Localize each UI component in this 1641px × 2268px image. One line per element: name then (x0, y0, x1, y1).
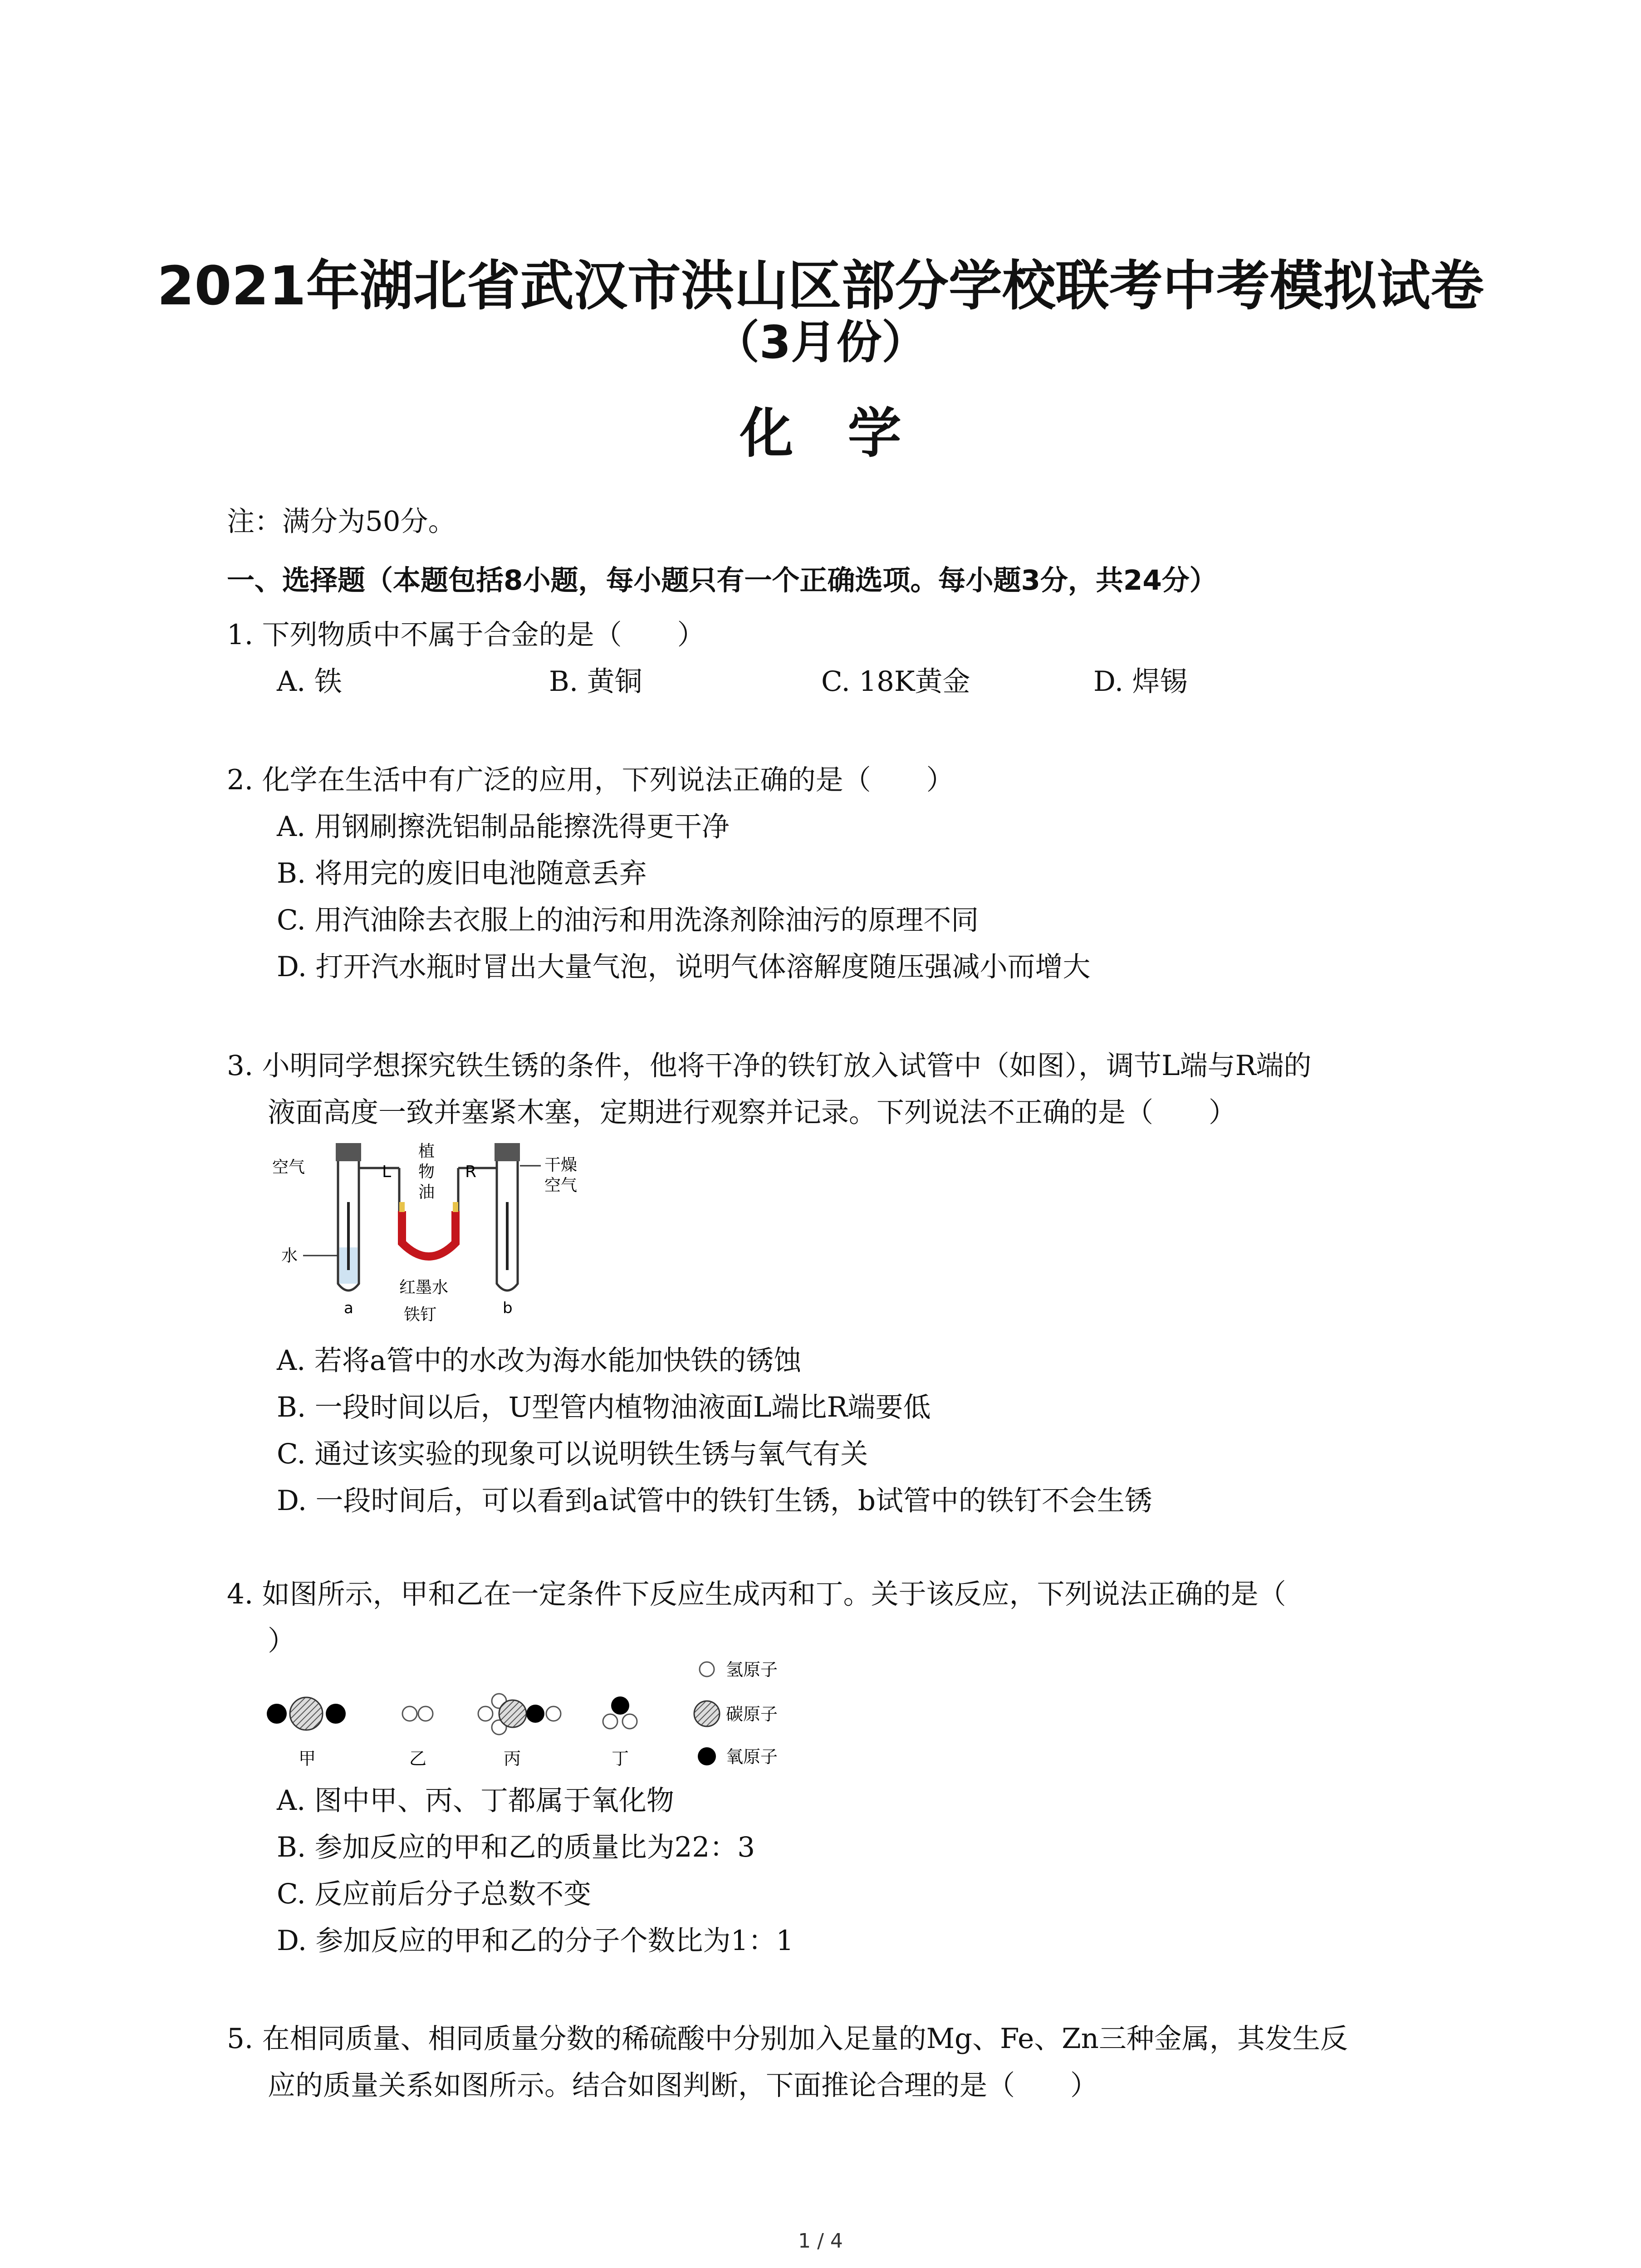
molecule-jia (267, 1697, 346, 1730)
question-2-option-c: C. 用汽油除去衣服上的油污和用洗涤剂除油污的原理不同 (277, 904, 979, 936)
label-bing: 丙 (504, 1749, 521, 1769)
oxygen-atom-icon (698, 1747, 716, 1765)
label-ding: 丁 (612, 1749, 629, 1769)
legend-oxygen: 氧原子 (726, 1747, 778, 1767)
molecule-ding (603, 1696, 637, 1729)
question-4-option-c: C. 反应前后分子总数不变 (277, 1878, 592, 1910)
question-3-option-d: D. 一段时间后，可以看到a试管中的铁钉生锈，b试管中的铁钉不会生锈 (277, 1485, 1152, 1517)
label-R: R (465, 1163, 477, 1181)
label-oil-3: 油 (418, 1183, 435, 1202)
iron-rust-apparatus-diagram (263, 1134, 608, 1334)
label-yi: 乙 (409, 1749, 427, 1769)
exam-title: 2021年湖北省武汉市洪山区部分学校联考中考模拟试卷 (157, 254, 1484, 317)
carbon-atom-icon (694, 1701, 720, 1726)
question-3-stem-line1: 3. 小明同学想探究铁生锈的条件，他将干净的铁钉放入试管中（如图），调节L端与R端的 (227, 1050, 1312, 1082)
legend-carbon: 碳原子 (726, 1704, 778, 1724)
question-4-stem-line1: 4. 如图所示，甲和乙在一定条件下反应生成丙和丁。关于该反应，下列说法正确的是（ (227, 1578, 1286, 1610)
label-oil-2: 物 (418, 1163, 435, 1181)
stopper-b-icon (495, 1143, 520, 1161)
question-5-stem-line2: 应的质量关系如图所示。结合如图判断，下面推论合理的是（ ） (268, 2069, 1098, 2102)
label-tube-a: a (344, 1299, 353, 1317)
label-red-ink: 红墨水 (399, 1278, 449, 1297)
score-note: 注：满分为50分。 (227, 505, 456, 538)
oil-layer-left (399, 1202, 405, 1212)
question-3-option-c: C. 通过该实验的现象可以说明铁生锈与氧气有关 (277, 1438, 868, 1470)
question-1-stem: 1. 下列物质中不属于合金的是（ ） (227, 619, 705, 651)
question-1-option-b: B. 黄铜 (549, 665, 642, 698)
label-jia: 甲 (299, 1749, 316, 1769)
question-1-option-d: D. 焊锡 (1093, 665, 1188, 698)
hydrogen-atom-icon (700, 1662, 714, 1677)
question-3-option-b: B. 一段时间以后，U型管内植物油液面L端比R端要低 (277, 1391, 931, 1423)
question-4-option-a: A. 图中甲、丙、丁都属于氧化物 (277, 1784, 674, 1817)
subject-title: 化学 (740, 402, 956, 464)
label-dry-air-1: 干燥 (544, 1156, 578, 1174)
question-4-stem-line2: ） (268, 1625, 296, 1657)
molecule-yi (402, 1706, 433, 1721)
question-3-option-a: A. 若将a管中的水改为海水能加快铁的锈蚀 (277, 1344, 802, 1377)
question-1-option-a: A. 铁 (277, 665, 342, 698)
red-ink (402, 1211, 456, 1256)
label-L: L (382, 1163, 392, 1181)
label-nail: 铁钉 (404, 1305, 437, 1324)
section-heading: 一、选择题（本题包括8小题，每小题只有一个正确选项。每小题3分，共24分） (227, 564, 1217, 596)
legend-hydrogen: 氢原子 (726, 1660, 778, 1680)
label-dry-air-2: 空气 (544, 1176, 578, 1195)
question-3-stem-line2: 液面高度一致并塞紧木塞，定期进行观察并记录。下列说法不正确的是（ ） (268, 1096, 1237, 1129)
question-1-option-c: C. 18K黄金 (821, 665, 970, 698)
label-air: 空气 (272, 1158, 305, 1177)
label-tube-b: b (503, 1299, 513, 1317)
question-2-option-b: B. 将用完的废旧电池随意丢弃 (277, 857, 647, 890)
label-oil-1: 植 (418, 1142, 435, 1161)
oil-layer-right (453, 1202, 458, 1212)
stopper-a-icon (336, 1143, 361, 1161)
question-2-stem: 2. 化学在生活中有广泛的应用，下列说法正确的是（ ） (227, 764, 954, 796)
question-2-option-a: A. 用钢刷擦洗铝制品能擦洗得更干净 (277, 811, 730, 843)
question-2-option-d: D. 打开汽水瓶时冒出大量气泡，说明气体溶解度随压强减小而增大 (277, 951, 1091, 983)
question-4-option-d: D. 参加反应的甲和乙的分子个数比为1：1 (277, 1925, 794, 1957)
molecule-bing (478, 1694, 561, 1735)
label-water: 水 (281, 1246, 298, 1265)
question-4-option-b: B. 参加反应的甲和乙的质量比为22：3 (277, 1831, 755, 1863)
exam-title-subline: （3月份） (714, 316, 927, 369)
page-number: 1 / 4 (798, 2229, 843, 2253)
molecule-reaction-diagram (263, 1656, 853, 1778)
question-5-stem-line1: 5. 在相同质量、相同质量分数的稀硫酸中分别加入足量的Mg、Fe、Zn三种金属，其发生反 (227, 2023, 1348, 2055)
